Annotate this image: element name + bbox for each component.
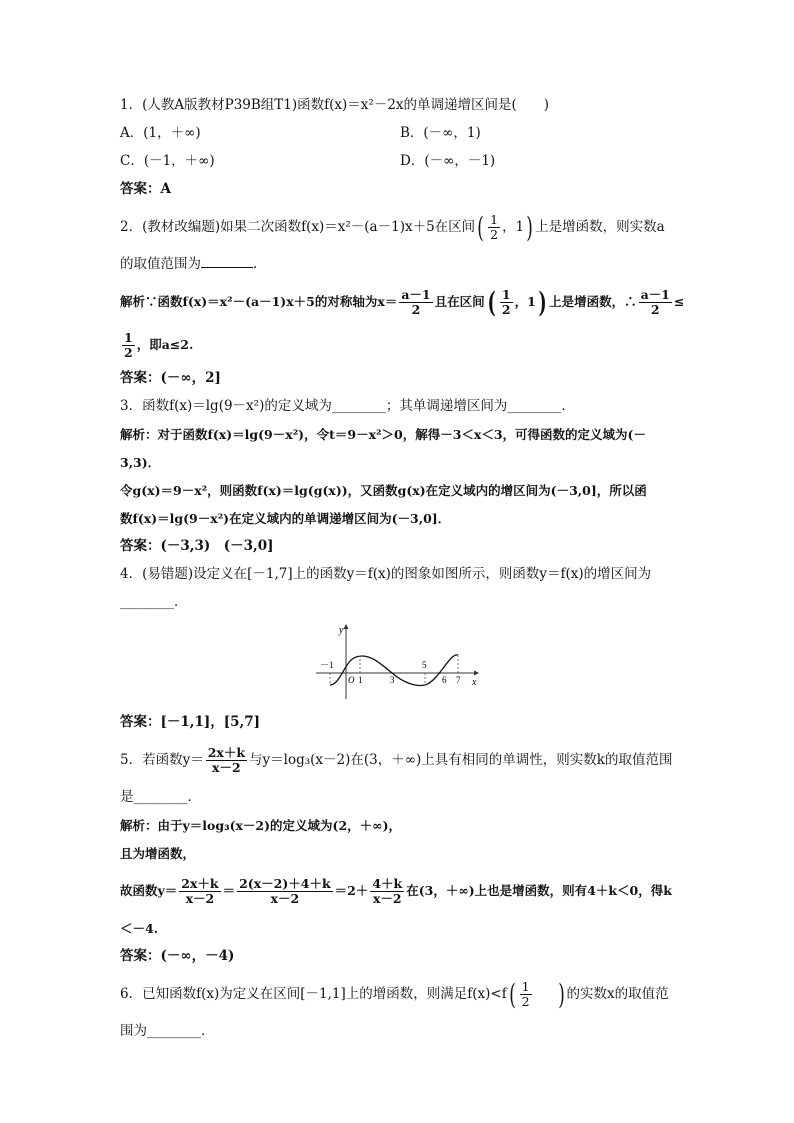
fraction: $\frac{1}{2}$ [124,330,133,360]
fraction: $\frac{2(x-2)+4+k}{x-2}$ [239,876,331,906]
tick-label-7: 7 [456,675,461,685]
x-axis-arrow [474,671,479,676]
tick-label-neg1: －1 [320,660,334,670]
q5-solution-line4: ＜－4. [120,921,159,936]
q5-stem-line1: 5．若函数y＝ $\frac{2x+k}{x-2}$ 与y＝log₃(x－2)在(3，＋∞)上具有相同的单调性，则实数k的取值范围 [120,745,673,775]
q1-option-d: D．(－∞，－1) [400,153,496,169]
q1-option-a: A．(1，＋∞) [120,125,201,141]
q2-solution-line1: 解析∵函数f(x)＝x²－(a－1)x＋5的对称轴为x＝ $\frac{a-1}{2}$ 且在区间( $\frac{1}{2}$ ，1) 上是增函数，∴ $\frac{a-1}{2}$ ≤ [120,285,685,319]
worksheet [120,96,685,1050]
q5-solution-line3: 故函数y＝ $\frac{2x+k}{x-2}$ ＝ $\frac{2(x-2)+4+k}{x-2}$ ＝2＋ $\frac{4+k}{x-2}$ 在(3，＋∞)上也是增函数，则有4＋k＜0，得k [120,876,672,906]
fraction: $\frac{1}{2}$ [501,287,511,317]
q1-option-c: C．(－1，＋∞) [120,153,215,169]
tick-label-1: 1 [358,675,363,685]
q5-stem-line2: 是________． [120,789,201,805]
close-paren: ) [526,210,533,244]
fraction: $\frac{4+k}{x-2}$ [372,876,403,906]
q3-solution-line4: 数f(x)＝lg(9－x²)在定义域内的单调递增区间为(－3,0]． [120,511,451,526]
y-label: y [339,625,344,636]
q5-solution-line1: 解析：由于y＝log₃(x－2)的定义域为(2，＋∞)， [120,818,401,833]
q3-answer: 答案：(－3,3) (－3,0] [120,538,274,554]
q2-answer: 答案：(－∞，2] [120,370,221,386]
q5-answer: 答案：(－∞，－4) [120,948,235,964]
tick-label-5: 5 [422,660,427,670]
fraction: $\frac{2x+k}{x-2}$ [207,745,246,775]
q2-stem-line1: 2．(教材改编题)如果二次函数f(x)＝x²－(a－1)x＋5在区间( $\frac{1}{2}$ ，1) 上是增函数，则实数a [120,210,665,244]
close-paren: ) [538,285,547,319]
answer-blank [201,255,253,268]
open-paren: ( [487,285,496,319]
q4-answer: 答案：[－1,1]，[5,7] [120,714,261,730]
q1-options-row1 [120,124,680,143]
fraction: $\frac{a-1}{2}$ [640,287,670,317]
function-graph-svg [312,621,482,701]
tick-label-3: 3 [390,675,395,685]
fraction: $\frac{2x+k}{x-2}$ [181,876,219,906]
q3-solution-line3: 令g(x)＝9－x²，则函数f(x)＝lg(g(x))，又函数g(x)在定义域内的增区间为(－3,0]，所以函 [120,483,647,498]
q2-stem-line2: 的取值范围为 ． [120,256,267,272]
fraction: $\frac{1}{2}$ [490,212,499,242]
q6-stem-line2: 围为________． [120,1023,215,1039]
open-paren: ( [508,977,516,1011]
q1-options-row2 [120,152,680,171]
q5-solution-line2: 且为增函数， [120,846,196,861]
q1-answer: 答案：A [120,181,171,197]
function-graph [120,621,680,701]
y-axis-arrow [344,624,349,629]
q2-solution-line2: $\frac{1}{2}$ ，即a≤2. [124,330,194,360]
q3-solution-line1: 解析：对于函数f(x)＝lg(9－x²)，令t＝9－x²＞0，解得－3＜x＜3，可得函数的定义域为(－ [120,427,646,442]
x-label: x [472,677,477,688]
q6-stem-line1: 6．已知函数f(x)为定义在区间[－1,1]上的增函数，则满足f(x)<f( $\frac{1}{2}$ ) 的实数x的取值范 [120,977,669,1011]
q1-option-b: B．(－∞，1) [400,125,481,141]
close-paren: ) [557,977,565,1011]
tick-label-6: 6 [442,675,447,685]
origin-label: O [348,675,355,685]
q1-stem: 1．(人教A版教材P39B组T1)函数f(x)＝x²－2x的单调递增区间是( ) [120,97,550,113]
fraction: $\frac{1}{2}$ [521,979,530,1009]
q3-stem: 3．函数f(x)＝lg(9－x²)的定义域为________；其单调递增区间为________． [120,398,575,414]
q3-solution-line2: 3,3)． [120,455,161,470]
q4-stem-line1: 4．(易错题)设定义在[－1,7]上的函数y＝f(x)的图象如图所示，则函数y＝f(x)的增区间为 [120,566,652,582]
q4-stem-line2: ________． [120,594,188,610]
fraction: $\frac{a-1}{2}$ [401,287,431,317]
open-paren: ( [477,210,484,244]
